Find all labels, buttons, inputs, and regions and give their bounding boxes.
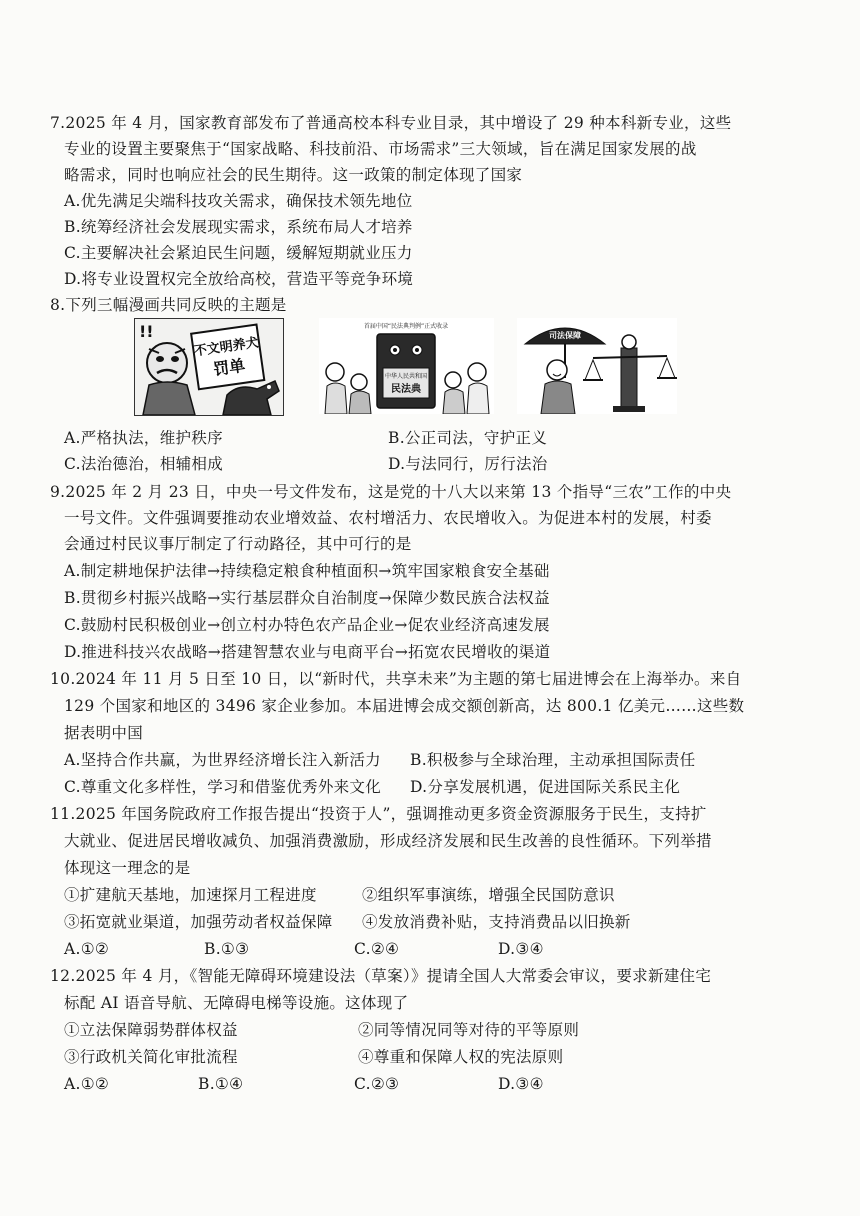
q12-option-d: D.③④: [498, 1075, 544, 1093]
q10-stem-line-1: 10.2024 年 11 月 5 日至 10 日，以“新时代，共享未来”为主题的第七届进博会在上海举办。来自: [50, 670, 742, 688]
q12-item-4: ④尊重和保障人权的宪法原则: [358, 1048, 564, 1066]
q8-option-d: D.与法同行，厉行法治: [388, 455, 548, 473]
q9-stem-line-3: 会通过村民议事厅制定了行动路径，其中可行的是: [64, 535, 412, 553]
q7-option-a: A.优先满足尖端科技攻关需求，确保技术领先地位: [64, 192, 413, 210]
comic-civil-code: [319, 318, 494, 414]
comic-dog-fine-drawing: [135, 319, 283, 415]
q9-option-d: D.推进科技兴农战略→搭建智慧农业与电商平台→拓宽农民增收的渠道: [64, 643, 551, 661]
comic2-banner: 首届中国“民法典判例”正式收录: [363, 323, 449, 330]
svg-text:!!: !!: [139, 322, 154, 341]
q10-stem-line-2: 129 个国家和地区的 3496 家企业参加。本届进博会成交额创新高，达 800.1 亿美元……这些数: [64, 697, 745, 715]
q10-stem-line-3: 据表明中国: [64, 724, 144, 742]
comic3-umbrella-text: 司法保障: [549, 331, 581, 340]
comic-justice-scales-drawing: [517, 318, 677, 414]
q7-stem-line-2: 专业的设置主要聚焦于“国家战略、科技前沿、市场需求”三大领域，旨在满足国家发展的战: [64, 140, 697, 158]
q11-item-4: ④发放消费补贴，支持消费品以旧换新: [362, 913, 631, 931]
q12-stem-line-1: 12.2025 年 4 月，《智能无障碍环境建设法（草案）》提请全国人大常委会审议，要求新建住宅: [50, 967, 712, 985]
q8-option-b: B.公正司法，守护正义: [388, 429, 548, 447]
q11-option-a: A.①②: [64, 940, 110, 958]
comic2-book-line2: 民法典: [391, 384, 421, 395]
q12-item-1: ①立法保障弱势群体权益: [64, 1021, 238, 1039]
q12-option-c: C.②③: [354, 1075, 400, 1093]
q8-stem: 8.下列三幅漫画共同反映的主题是: [50, 296, 287, 314]
q10-option-d: D.分享发展机遇，促进国际关系民主化: [410, 778, 681, 796]
comic-justice-scales: [517, 318, 677, 414]
q7-option-d: D.将专业设置权完全放给高校，营造平等竞争环境: [64, 270, 414, 288]
q11-item-2: ②组织军事演练，增强全民国防意识: [362, 886, 615, 904]
q11-option-c: C.②④: [354, 940, 400, 958]
comic1-sign-line2: 罚单: [211, 355, 247, 379]
comic1-sign-line1: 不文明养犬: [193, 335, 260, 360]
q7-option-c: C.主要解决社会紧迫民生问题，缓解短期就业压力: [64, 244, 413, 262]
q9-option-c: C.鼓励村民积极创业→创立村办特色农产品企业→促农业经济高速发展: [64, 616, 550, 634]
q11-item-3: ③拓宽就业渠道，加强劳动者权益保障: [64, 913, 333, 931]
q7-stem-line-3: 略需求，同时也响应社会的民生期待。这一政策的制定体现了国家: [64, 166, 523, 184]
q12-stem-line-2: 标配 AI 语音导航、无障碍电梯等设施。这体现了: [64, 994, 409, 1012]
q8-option-a: A.严格执法，维护秩序: [64, 429, 223, 447]
q12-item-2: ②同等情况同等对待的平等原则: [358, 1021, 580, 1039]
q8-comics: [134, 318, 679, 414]
comic-civil-code-drawing: [319, 318, 494, 414]
q12-option-a: A.①②: [64, 1075, 110, 1093]
q11-stem-line-3: 体现这一理念的是: [64, 859, 191, 877]
q8-option-c: C.法治德治，相辅相成: [64, 455, 224, 473]
q9-stem-line-1: 9.2025 年 2 月 23 日，中央一号文件发布，这是党的十八大以来第 13 个指导“三农”工作的中央: [50, 483, 732, 501]
q10-option-b: B.积极参与全球治理，主动承担国际责任: [410, 751, 696, 769]
q12-item-3: ③行政机关简化审批流程: [64, 1048, 238, 1066]
q11-stem-line-1: 11.2025 年国务院政府工作报告提出“投资于人”，强调推动更多资金资源服务于民生，支持扩: [50, 805, 707, 823]
q7-stem-line-1: 7.2025 年 4 月，国家教育部发布了普通高校本科专业目录，其中增设了 29 种本科新专业，这些: [50, 114, 732, 132]
q11-stem-line-2: 大就业、促进居民增收减负、加强消费激励，形成经济发展和民生改善的良性循环。下列举措: [64, 832, 712, 850]
q10-option-c: C.尊重文化多样性，学习和借鉴优秀外来文化: [64, 778, 382, 796]
q12-option-b: B.①④: [198, 1075, 244, 1093]
q7-option-b: B.统筹经济社会发展现实需求，系统布局人才培养: [64, 218, 413, 236]
q11-option-b: B.①③: [204, 940, 250, 958]
q9-stem-line-2: 一号文件。文件强调要推动农业增效益、农村增活力、农民增收入。为促进本村的发展，村委: [64, 509, 712, 527]
q9-option-b: B.贯彻乡村振兴战略→实行基层群众自治制度→保障少数民族合法权益: [64, 589, 550, 607]
q9-option-a: A.制定耕地保护法律→持续稳定粮食种植面积→筑牢国家粮食安全基础: [64, 562, 550, 580]
comic2-book-line1: 中华人民共和国: [384, 373, 428, 380]
q10-option-a: A.坚持合作共赢，为世界经济增长注入新活力: [64, 751, 381, 769]
q11-item-1: ①扩建航天基地，加速探月工程进度: [64, 886, 317, 904]
q11-option-d: D.③④: [498, 940, 544, 958]
comic-dog-fine: [134, 318, 284, 416]
